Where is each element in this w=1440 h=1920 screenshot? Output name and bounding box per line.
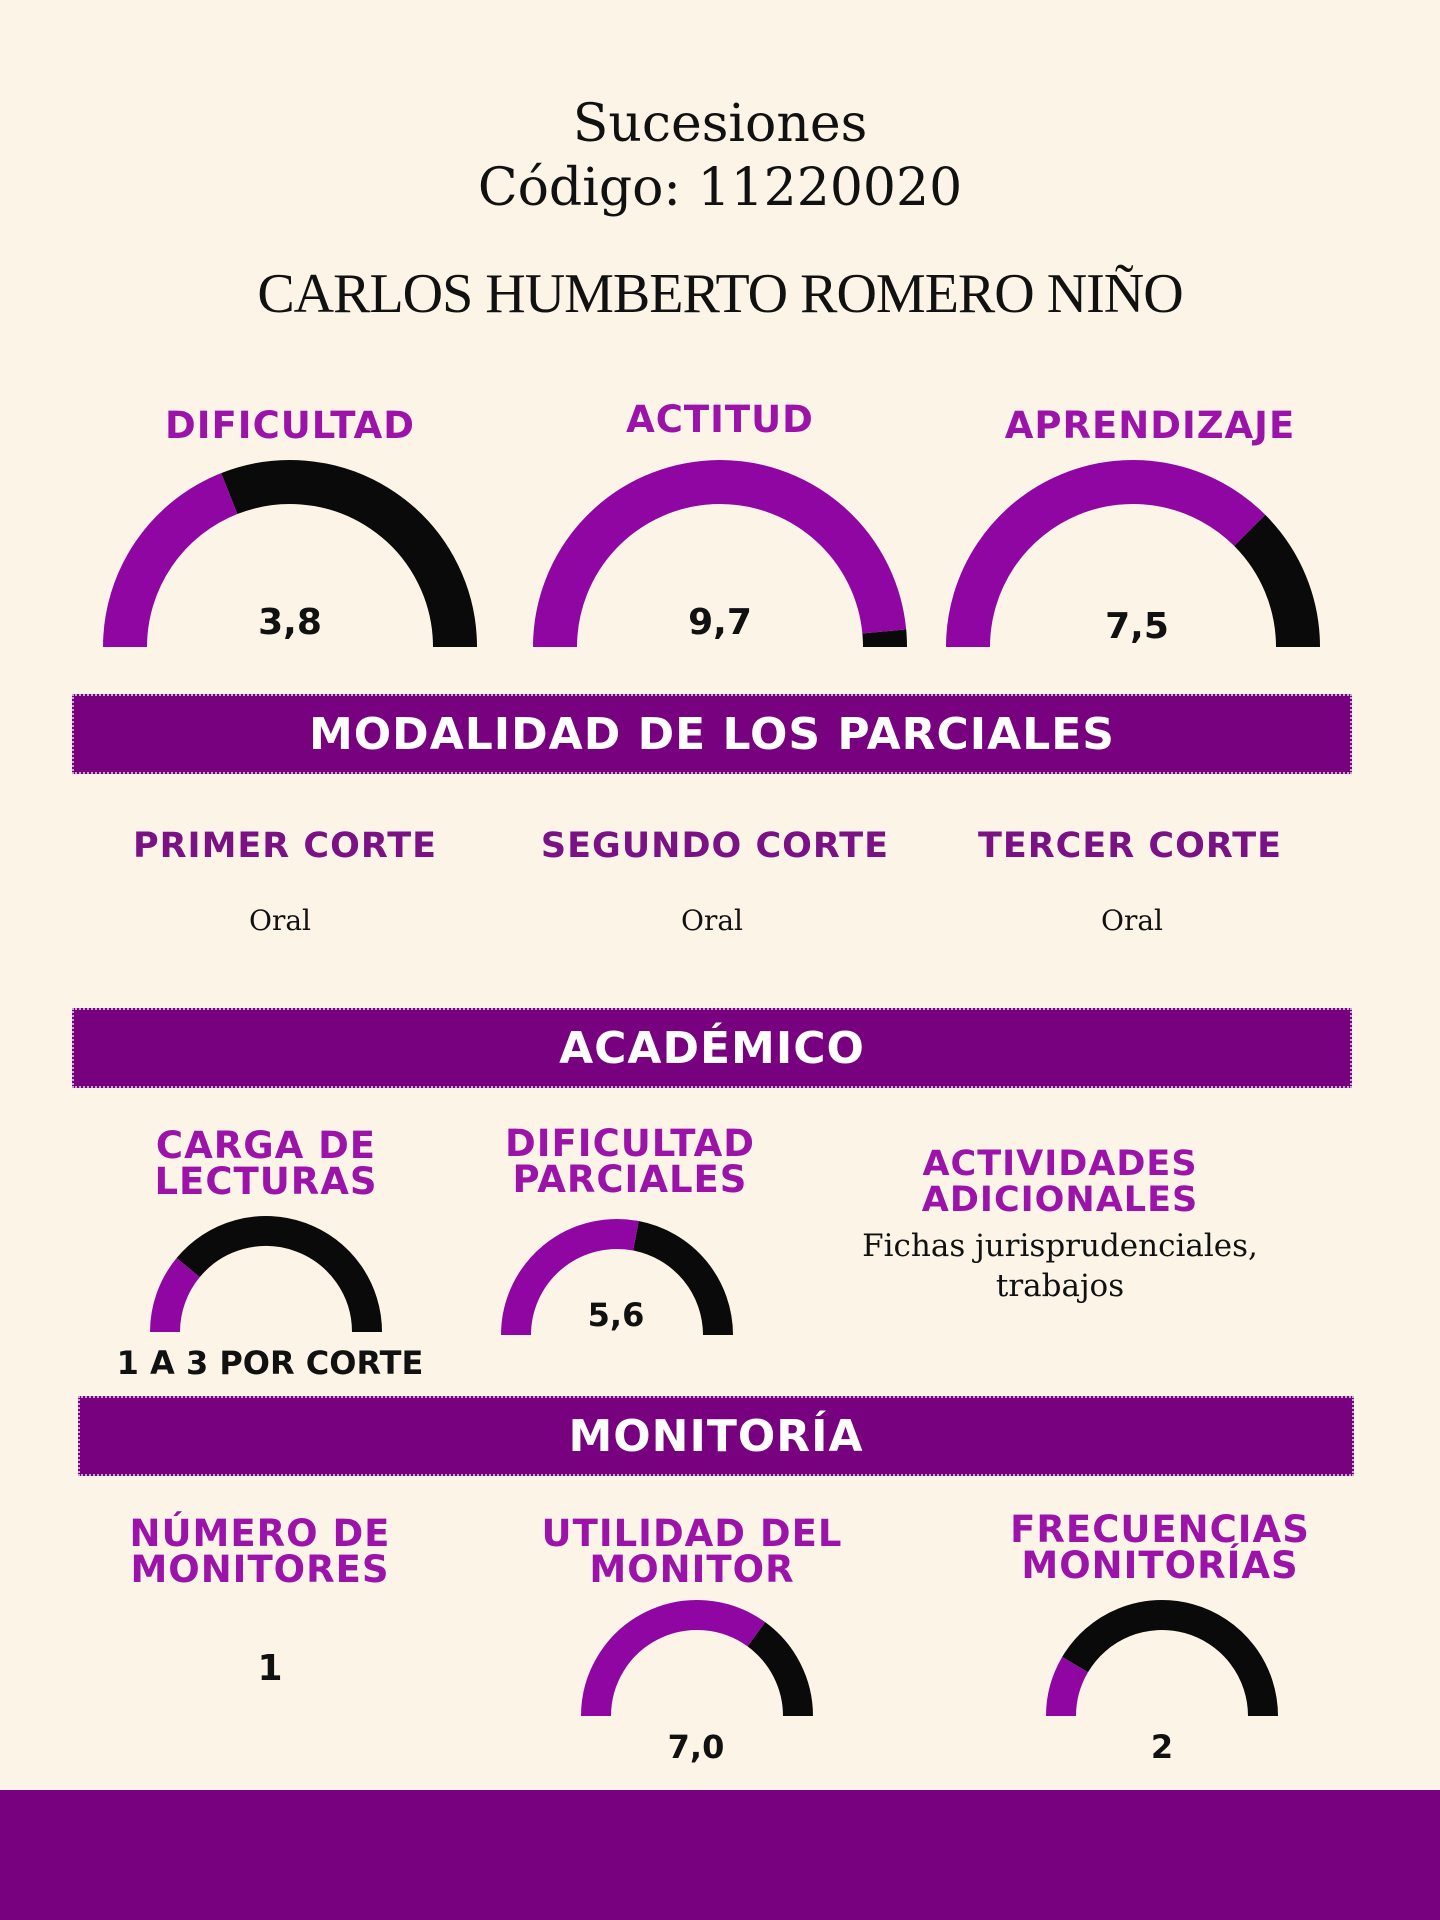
utilidad-value: 7,0 <box>667 1728 725 1766</box>
carga-value: 1 A 3 POR CORTE <box>116 1344 424 1382</box>
carga-gauge <box>165 1231 367 1332</box>
professor-name: CARLOS HUMBERTO ROMERO NIÑO <box>257 263 1183 325</box>
frecuencias-label-line2: MONITORÍAS <box>1021 1544 1299 1587</box>
frecuencias-gauge-value-arc <box>1061 1665 1075 1716</box>
carga-label-line1: CARGA DE <box>155 1124 377 1167</box>
dificultad-parciales-label <box>470 1122 790 1201</box>
frecuencias-gauge-remainder-arc <box>1075 1615 1263 1716</box>
carga-gauge-value-arc <box>165 1268 188 1332</box>
utilidad-gauge-remainder-arc <box>756 1634 798 1716</box>
dificultad-parciales-label-line2: PARCIALES <box>512 1158 748 1201</box>
primer-corte-value: Oral <box>249 904 311 937</box>
frecuencias-label <box>990 1508 1330 1587</box>
numero-monitores-value: 1 <box>257 1648 283 1689</box>
actitud-gauge-remainder-arc <box>884 631 885 647</box>
tercer-corte-label: TERCER CORTE <box>977 826 1283 866</box>
numero-monitores-label-line2: MONITORES <box>130 1548 390 1591</box>
aprendizaje-gauge-remainder-arc <box>1250 530 1298 647</box>
actividades-value-line2: trabajos <box>995 1268 1125 1304</box>
actividades-value <box>780 1226 1340 1306</box>
utilidad-monitor-label-line1: UTILIDAD DEL <box>541 1512 843 1555</box>
dificultad-parciales-value: 5,6 <box>587 1296 645 1334</box>
course-title: Sucesiones <box>572 94 868 154</box>
utilidad-monitor-label-line2: MONITOR <box>589 1548 795 1591</box>
carga-gauge-remainder-arc <box>188 1231 367 1332</box>
frecuencias-label-line1: FRECUENCIAS <box>1010 1508 1310 1551</box>
academico-band: ACADÉMICO <box>72 1008 1352 1088</box>
course-code: Código: 11220020 <box>477 158 963 218</box>
actividades-value-line1: Fichas jurisprudenciales, <box>862 1228 1258 1264</box>
modalidad-band: MODALIDAD DE LOS PARCIALES <box>72 694 1352 774</box>
segundo-corte-value: Oral <box>681 904 743 937</box>
numero-monitores-label <box>100 1512 420 1591</box>
dificultad-parciales-label-line1: DIFICULTAD <box>505 1122 755 1165</box>
actitud-value: 9,7 <box>688 602 752 643</box>
aprendizaje-label: APRENDIZAJE <box>1004 404 1296 447</box>
frecuencias-value: 2 <box>1150 1728 1174 1766</box>
actitud-label: ACTITUD <box>626 398 814 441</box>
aprendizaje-value: 7,5 <box>1105 606 1169 647</box>
segundo-corte-label: SEGUNDO CORTE <box>540 826 890 866</box>
utilidad-gauge <box>596 1615 798 1716</box>
utilidad-gauge-value-arc <box>596 1615 756 1716</box>
monitoria-band: MONITORÍA <box>78 1396 1354 1476</box>
footer-bar <box>0 1790 1440 1920</box>
carga-label <box>106 1124 426 1203</box>
primer-corte-label: PRIMER CORTE <box>132 826 438 866</box>
utilidad-monitor-label <box>532 1512 852 1591</box>
actividades-label: ACTIVIDADES ADICIONALES <box>921 1144 1199 1220</box>
tercer-corte-value: Oral <box>1101 904 1163 937</box>
numero-monitores-label-line1: NÚMERO DE <box>129 1512 391 1555</box>
dificultad-label: DIFICULTAD <box>165 404 415 447</box>
dificultad-value: 3,8 <box>258 602 322 643</box>
frecuencias-gauge <box>1061 1615 1263 1716</box>
carga-label-line2: LECTURAS <box>154 1160 378 1203</box>
